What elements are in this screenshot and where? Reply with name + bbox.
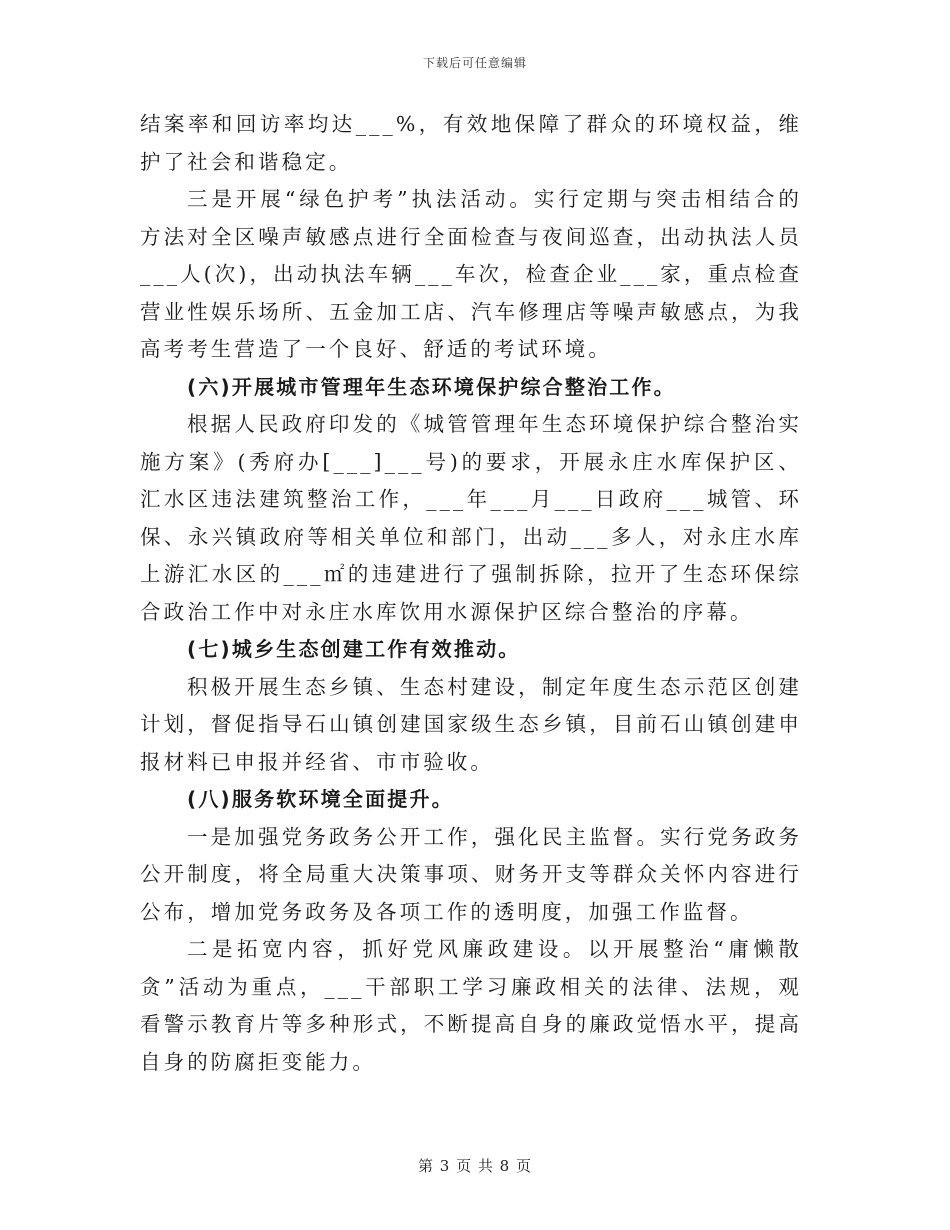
- section-heading-6: (六)开展城市管理年生态环境保护综合整治工作。: [187, 374, 676, 399]
- page-number: 第 3 页 共 8 页: [418, 1157, 532, 1175]
- section-heading-8: (八)服务软环境全面提升。: [187, 787, 454, 811]
- paragraph-6: 二是拓宽内容，抓好党风廉政建设。以开展整治“庸懒散贪”活动为重点，___干部职工学习廉政相关的法律、法规，观看警示教育片等多种形式，不断提高自身的廉政觉悟水平，提高自身的防腐拒变能力。: [140, 937, 802, 1074]
- document-body: [140, 106, 802, 1081]
- page-header: 下载后可任意编辑: [422, 56, 527, 70]
- paragraph-3: 根据人民政府印发的《城管管理年生态环境保护综合整治实施方案》(秀府办[___]___号)的要求，开展永庄水库保护区、汇水区违法建筑整治工作，___年___月___日政府___城管、环保、永兴镇政府等相关单位和部门，出动___多人，对永庄水库上游汇水区的___㎡的违建进行了强制拆除，拉开了生态环保综合政治工作中对永庄水库饮用水源保护区综合整治的序幕。: [140, 412, 802, 624]
- section-heading-7: (七)城乡生态创建工作有效推动。: [187, 637, 521, 661]
- paragraph-1: 结案率和回访率均达___%，有效地保障了群众的环境权益，维护了社会和谐稳定。: [140, 112, 802, 174]
- paragraph-5: 一是加强党务政务公开工作，强化民主监督。实行党务政务公开制度，将全局重大决策事项、财务开支等群众关怀内容进行公布，增加党务政务及各项工作的透明度，加强工作监督。: [140, 824, 802, 924]
- paragraph-4: 积极开展生态乡镇、生态村建设，制定年度生态示范区创建计划，督促指导石山镇创建国家级生态乡镇，目前石山镇创建申报材料已申报并经省、市市验收。: [140, 674, 802, 774]
- paragraph-2: 三是开展“绿色护考”执法活动。实行定期与突击相结合的方法对全区噪声敏感点进行全面检查与夜间巡查，出动执法人员___人(次)，出动执法车辆___车次，检查企业___家，重点检查营业性娱乐场所、五金加工店、汽车修理店等噪声敏感点，为我高考考生营造了一个良好、舒适的考试环境。: [140, 187, 802, 361]
